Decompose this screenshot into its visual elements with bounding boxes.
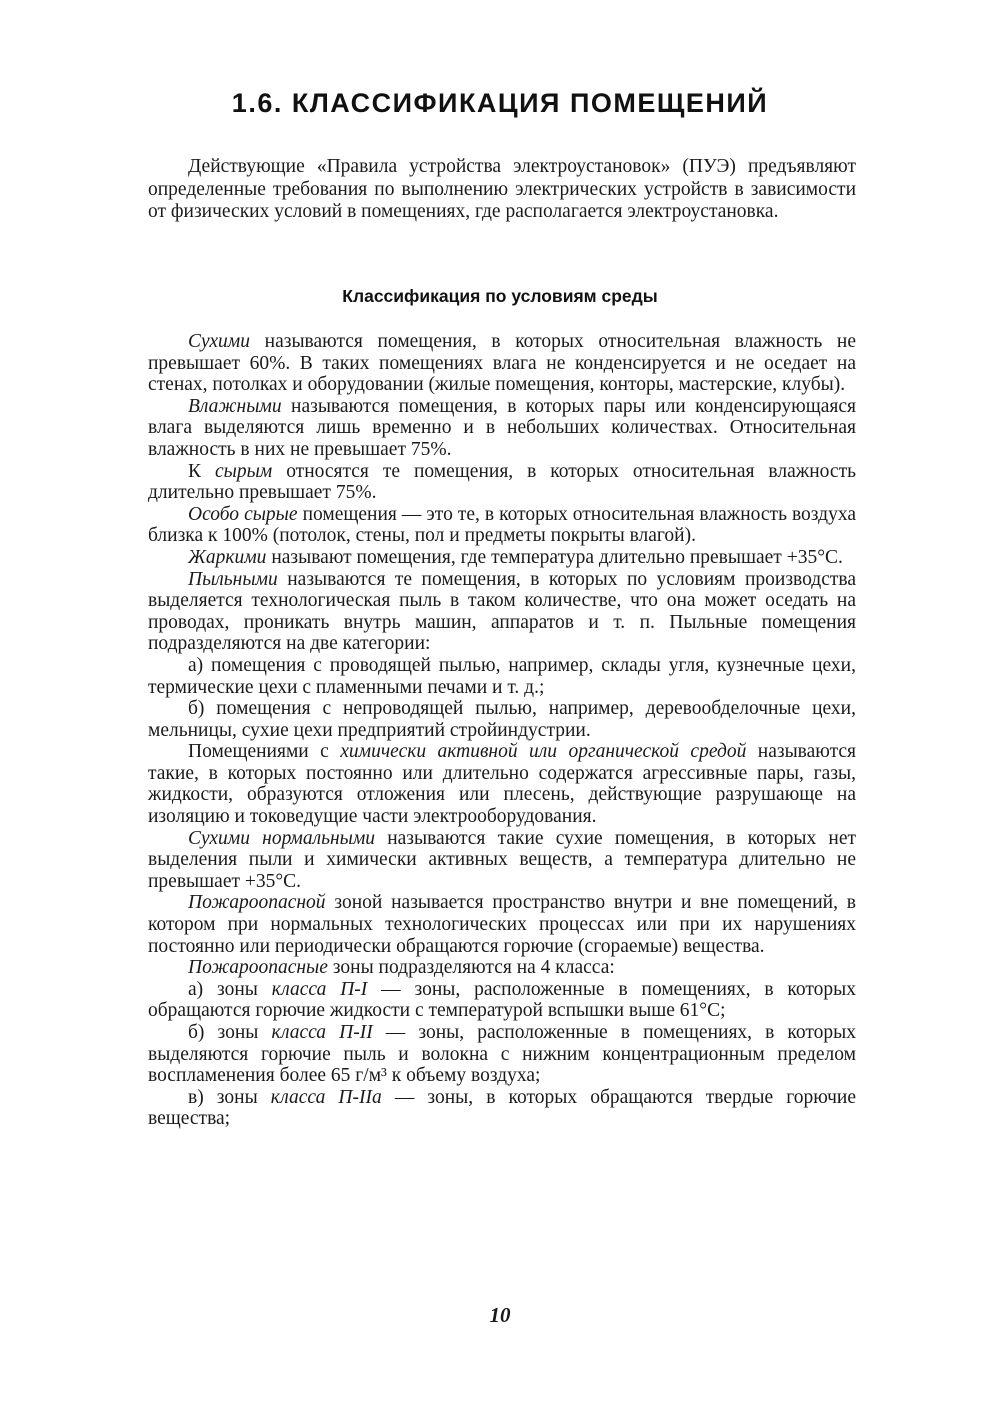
pre: в) зоны xyxy=(188,1086,271,1108)
page-number: 10 xyxy=(489,1303,511,1327)
text: — зоны, в которых обращаются твердые горючие вещества; xyxy=(148,1086,857,1130)
term: Особо сырые xyxy=(188,503,298,525)
term: класса П-IIa xyxy=(270,1086,382,1108)
paragraph-humid xyxy=(148,396,856,461)
term: класса П-I xyxy=(271,978,368,1000)
paragraph-chem xyxy=(148,741,856,827)
paragraph-damp xyxy=(148,461,856,504)
paragraph-dusty xyxy=(148,569,856,655)
text: называют помещения, где температура длительно превышает +35°С. xyxy=(266,546,843,568)
main-text xyxy=(148,331,856,1130)
paragraph-fire-zones xyxy=(148,957,856,979)
text: — зоны, расположенные в помещениях, в которых выделяются горючие пыль и волокна с нижним концентрационным пределом воспламенения более 65 г/м³ к объему воздуха; xyxy=(148,1022,857,1087)
term: Пыльными xyxy=(188,568,278,590)
paragraph-hot xyxy=(148,547,856,569)
term: Жаркими xyxy=(188,546,267,568)
text: зоной называется пространство внутри и вне помещений, в котором при нормальных технологических процессах или при их нарушениях постоянно или периодически обращаются горючие (сгораемые) вещества. xyxy=(148,892,856,957)
paragraph-zone-a xyxy=(148,979,856,1022)
pre: К xyxy=(188,460,215,482)
pre: Помещениями с xyxy=(188,741,341,763)
text: помещения — это те, в которых относительная влажность воздуха близка к 100% (потолок, стены, пол и предметы покрыты влагой). xyxy=(148,503,856,547)
paragraph-fire xyxy=(148,892,856,957)
text: называются помещения, в которых пары или конденсирующаяся влага выделяются лишь временно и в небольших количествах. Относительная влажность в них не превышает 75%. xyxy=(148,395,856,460)
paragraph-very-damp xyxy=(148,504,856,547)
text: — зоны, расположенные в помещениях, в которых обращаются горючие жидкости с температурой вспышки выше 61°С; xyxy=(148,978,856,1022)
term: класса П-II xyxy=(271,1022,373,1043)
subheading: Классификация по условиям среды xyxy=(342,286,658,306)
intro-paragraph: Действующие «Правила устройства электроустановок» (ПУЭ) предъявляют определенные требования по выполнению электрических устройств в зависимости от физических условий в помещениях, где располагается электроустановка. xyxy=(148,156,856,222)
text: относятся те помещения, в которых относительная влажность длительно превышает 75%. xyxy=(148,460,856,504)
term: Пожароопасные xyxy=(188,957,328,979)
section-title: 1.6. КЛАССИФИКАЦИЯ ПОМЕЩЕНИЙ xyxy=(231,88,769,118)
paragraph-dusty-a: а) помещения с проводящей пылью, например, склады угля, кузнечные цехи, термические цехи с пламенными печами и т. д.; xyxy=(148,654,856,698)
term: Пожароопасной xyxy=(188,892,326,914)
term: сырым xyxy=(214,460,273,482)
paragraph-zone-c xyxy=(148,1087,856,1130)
text: зоны подразделяются на 4 класса: xyxy=(327,957,615,979)
term: Сухими xyxy=(188,331,251,352)
term: Влажными xyxy=(188,395,282,417)
paragraph-normal xyxy=(148,828,856,893)
text: называются помещения, в которых относительная влажность не превышает 60%. В таких помещениях влага не конденсируется и не оседает на стенах, потолках и оборудовании (жилые помещения, конторы, мастерские, клубы). xyxy=(148,331,856,396)
intro-block xyxy=(148,156,856,224)
paragraph-zone-b xyxy=(148,1022,856,1087)
paragraph-dry xyxy=(148,331,856,396)
term: химически активной или органической средой xyxy=(340,741,747,763)
paragraph-dusty-b: б) помещения с непроводящей пылью, например, деревообделочные цехи, мельницы, сухие цехи предприятий стройиндустрии. xyxy=(148,698,856,741)
pre: а) зоны xyxy=(188,978,272,1000)
text: называются такие, в которых постоянно или длительно содержатся агрессивные пары, газы, жидкости, образуются отложения или плесень, действующие разрушающе на изоляцию и токоведущие части электрооборудования. xyxy=(148,741,856,828)
term: Сухими нормальными xyxy=(188,827,376,849)
text: называются те помещения, в которых по условиям производства выделяется технологическая пыль в таком количестве, что она может оседать на проводах, проникать внутрь машин, аппаратов и т. п. Пыльные помещения подразделяются на две категории: xyxy=(148,568,856,655)
text: называются такие сухие помещения, в которых нет выделения пыли и химически активных веществ, а температура длительно не превышает +35°С. xyxy=(148,827,856,892)
pre: б) зоны xyxy=(188,1022,272,1043)
